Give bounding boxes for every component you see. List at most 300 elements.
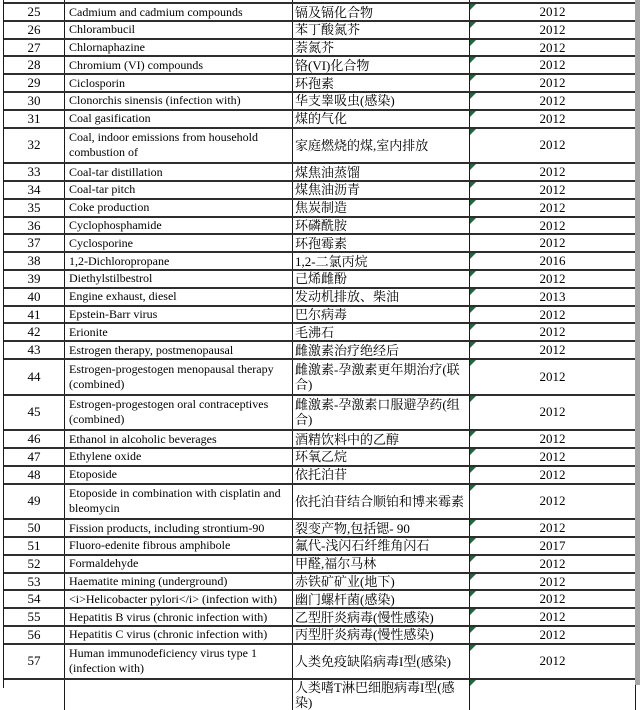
chinese-name-cell[interactable] [293, 40, 470, 56]
row-number: 49 [27, 493, 41, 509]
year-cell[interactable] [470, 289, 636, 305]
row-number-cell[interactable] [4, 129, 65, 163]
year-cell[interactable] [470, 556, 636, 572]
chinese-name-cell[interactable] [293, 111, 470, 127]
year-value: 2012 [539, 609, 566, 625]
chinese-name-cell[interactable] [293, 342, 470, 358]
chinese-name: 依托泊苷 [295, 467, 348, 483]
english-name: Hepatitis B virus (chronic infection with) [69, 609, 268, 624]
chinese-name-cell[interactable] [293, 182, 470, 198]
error-indicator-icon [470, 164, 476, 170]
row-number: 42 [27, 324, 41, 340]
right-edge-strip [635, 0, 640, 685]
error-indicator-icon [470, 129, 476, 135]
english-name: Coal gasification [69, 111, 151, 126]
chinese-name-cell[interactable] [293, 520, 470, 536]
chinese-name-cell[interactable] [293, 75, 470, 91]
chinese-name-cell[interactable] [293, 467, 470, 483]
chinese-name-cell[interactable] [293, 307, 470, 323]
row-number-cell[interactable] [4, 431, 65, 447]
year-cell[interactable] [470, 182, 636, 198]
row-number: 27 [27, 39, 41, 55]
year-cell[interactable] [470, 645, 636, 679]
error-indicator-icon [470, 680, 476, 686]
row-number-cell[interactable] [4, 40, 65, 56]
table-row [4, 75, 636, 93]
chinese-name-cell[interactable] [293, 4, 470, 20]
error-indicator-icon [470, 75, 476, 81]
year-cell[interactable] [470, 360, 636, 394]
row-number: 36 [27, 217, 41, 233]
chinese-name-cell[interactable] [293, 57, 470, 73]
chinese-name-cell[interactable] [293, 218, 470, 234]
chinese-name: 依托泊苷结合顺铂和博来霉素 [295, 493, 465, 509]
row-number-cell[interactable] [4, 235, 65, 251]
chinese-name-cell[interactable] [293, 93, 470, 109]
table-row [4, 253, 636, 271]
year-value: 2012 [539, 626, 566, 642]
year-cell[interactable] [470, 680, 636, 710]
year-value: 2012 [539, 466, 566, 482]
table-row [4, 111, 636, 129]
table-row [4, 342, 636, 360]
error-indicator-icon [470, 253, 476, 259]
chinese-name: 裂变产物,包括锶- 90 [295, 520, 410, 536]
year-cell[interactable] [470, 271, 636, 287]
year-cell[interactable] [470, 520, 636, 536]
chinese-name: 酒精饮料中的乙醇 [295, 431, 400, 447]
year-value: 2012 [539, 520, 566, 536]
year-value: 2012 [539, 653, 566, 669]
error-indicator-icon [470, 609, 476, 615]
english-name: Cyclosporine [69, 235, 133, 250]
error-indicator-icon [470, 485, 476, 491]
english-name-cell[interactable] [65, 111, 293, 127]
row-number: 45 [27, 404, 41, 420]
table-row [4, 645, 636, 681]
row-number: 25 [27, 4, 41, 19]
english-name-cell[interactable] [65, 627, 293, 643]
chinese-name-cell[interactable] [293, 431, 470, 447]
table-row [4, 164, 636, 182]
row-number-cell[interactable] [4, 307, 65, 323]
error-indicator-icon [470, 556, 476, 562]
english-name-cell[interactable] [65, 360, 293, 394]
row-number-cell[interactable] [4, 591, 65, 607]
year-value: 2012 [539, 4, 566, 19]
error-indicator-icon [470, 93, 476, 99]
english-name-cell[interactable] [65, 4, 293, 20]
table-row [4, 467, 636, 485]
chinese-name-cell[interactable] [293, 22, 470, 38]
table-row [4, 22, 636, 40]
chinese-name-cell[interactable] [293, 627, 470, 643]
row-number: 39 [27, 270, 41, 286]
chinese-name: 环磷酰胺 [295, 218, 348, 234]
chinese-name: 人类免疫缺陷病毒I型(感染) [295, 653, 451, 669]
english-name-cell[interactable] [65, 253, 293, 269]
english-name-cell[interactable] [65, 609, 293, 625]
year-cell[interactable] [470, 253, 636, 269]
english-name-cell[interactable] [65, 129, 293, 163]
english-name-cell[interactable] [65, 289, 293, 305]
row-number-cell[interactable] [4, 22, 65, 38]
year-cell[interactable] [470, 4, 636, 20]
table-row [4, 271, 636, 289]
table-row [4, 129, 636, 165]
row-number-cell[interactable] [4, 680, 65, 710]
row-number: 44 [27, 368, 41, 384]
chinese-name: 焦炭制造 [295, 200, 348, 216]
english-name: Engine exhaust, diesel [69, 289, 177, 304]
english-name-cell[interactable] [65, 520, 293, 536]
year-cell[interactable] [470, 57, 636, 73]
row-number-cell[interactable] [4, 4, 65, 20]
year-cell[interactable] [470, 75, 636, 91]
error-indicator-icon [470, 182, 476, 188]
error-indicator-icon [470, 57, 476, 63]
row-number-cell[interactable] [4, 289, 65, 305]
row-number-cell[interactable] [4, 75, 65, 91]
english-name-cell[interactable] [65, 324, 293, 340]
error-indicator-icon [470, 520, 476, 526]
year-cell[interactable] [470, 342, 636, 358]
english-name-cell[interactable] [65, 680, 293, 710]
english-name: 1,2-Dichloropropane [69, 253, 170, 268]
error-indicator-icon [470, 467, 476, 473]
row-number: 37 [27, 235, 41, 251]
carcinogen-table [3, 0, 636, 710]
chinese-name-cell[interactable] [293, 485, 470, 519]
row-number-cell[interactable] [4, 449, 65, 465]
year-value: 2012 [539, 110, 566, 126]
english-name-cell[interactable] [65, 200, 293, 216]
chinese-name: 环孢素 [295, 75, 335, 91]
year-value: 2012 [539, 431, 566, 447]
year-cell[interactable] [470, 22, 636, 38]
row-number-cell[interactable] [4, 645, 65, 679]
year-value: 2012 [539, 270, 566, 286]
error-indicator-icon [470, 4, 476, 10]
row-number: 28 [27, 57, 41, 73]
english-name-cell[interactable] [65, 574, 293, 590]
english-name: Cyclophosphamide [69, 218, 162, 233]
year-cell[interactable] [470, 627, 636, 643]
row-number-cell[interactable] [4, 218, 65, 234]
row-number-cell[interactable] [4, 342, 65, 358]
chinese-name: 雌激素-孕激素更年期治疗(联合) [295, 361, 460, 392]
row-number: 30 [27, 92, 41, 108]
chinese-name: 丙型肝炎病毒(慢性感染) [295, 627, 434, 643]
year-cell[interactable] [470, 164, 636, 180]
english-name: Estrogen therapy, postmenopausal [69, 342, 234, 357]
chinese-name-cell[interactable] [293, 0, 470, 2]
row-number: 29 [27, 75, 41, 91]
english-name-cell[interactable] [65, 538, 293, 554]
row-number: 46 [27, 431, 41, 447]
chinese-name-cell[interactable] [293, 164, 470, 180]
table-row [4, 307, 636, 325]
row-number: 52 [27, 555, 41, 571]
english-name-cell[interactable] [65, 40, 293, 56]
year-value: 2012 [539, 21, 566, 37]
year-value: 2012 [539, 404, 566, 420]
english-name: Ciclosporin [69, 75, 125, 90]
year-value: 2012 [539, 137, 566, 153]
row-number: 35 [27, 199, 41, 215]
error-indicator-icon [470, 40, 476, 46]
year-value: 2017 [539, 537, 566, 553]
english-name: Fluoro-edenite fibrous amphibole [69, 538, 231, 553]
year-cell[interactable] [470, 574, 636, 590]
partial-bottom-row [4, 680, 636, 710]
chinese-name-cell[interactable] [293, 591, 470, 607]
row-number-cell[interactable] [4, 609, 65, 625]
table-rows [4, 4, 636, 680]
row-number-cell[interactable] [4, 182, 65, 198]
chinese-name: 甲醛,福尔马林 [295, 556, 377, 572]
row-number: 55 [27, 609, 41, 625]
error-indicator-icon [470, 360, 476, 366]
table-row [4, 431, 636, 449]
row-number-cell[interactable] [4, 164, 65, 180]
table-row [4, 289, 636, 307]
english-name-cell[interactable] [65, 218, 293, 234]
error-indicator-icon [470, 449, 476, 455]
year-cell[interactable] [470, 467, 636, 483]
english-name-cell[interactable] [65, 57, 293, 73]
error-indicator-icon [470, 307, 476, 313]
english-name: Clonorchis sinensis (infection with) [69, 93, 241, 108]
year-cell[interactable] [470, 485, 636, 519]
row-number-cell[interactable] [4, 467, 65, 483]
english-name: Haematite mining (underground) [69, 574, 228, 588]
year-cell[interactable] [470, 324, 636, 340]
chinese-name-cell[interactable] [293, 449, 470, 465]
chinese-name-cell[interactable] [293, 200, 470, 216]
error-indicator-icon [470, 324, 476, 330]
year-cell[interactable] [470, 396, 636, 430]
chinese-name: 幽门螺杆菌(感染) [295, 591, 395, 607]
english-name-cell[interactable] [65, 0, 293, 2]
english-name: Diethylstilbestrol [69, 271, 153, 286]
year-cell[interactable] [470, 200, 636, 216]
row-number: 47 [27, 448, 41, 464]
english-name: Hepatitis C virus (chronic infection with) [69, 627, 268, 642]
row-number-cell[interactable] [4, 324, 65, 340]
english-name-cell[interactable] [65, 307, 293, 323]
chinese-name-cell[interactable] [293, 271, 470, 287]
chinese-name-cell[interactable] [293, 235, 470, 251]
english-name-cell[interactable] [65, 22, 293, 38]
row-number-cell[interactable] [4, 271, 65, 287]
chinese-name-cell[interactable] [293, 574, 470, 590]
english-name-cell[interactable] [65, 93, 293, 109]
year-cell[interactable] [470, 218, 636, 234]
year-cell[interactable] [470, 431, 636, 447]
english-name-cell[interactable] [65, 396, 293, 430]
chinese-name: 环孢霉素 [295, 235, 348, 251]
year-value: 2012 [539, 591, 566, 607]
chinese-name: 毛沸石 [295, 324, 335, 340]
row-number-cell[interactable] [4, 574, 65, 590]
english-name: Ethanol in alcoholic beverages [69, 431, 217, 446]
year-value: 2012 [539, 324, 566, 340]
chinese-name: 雌激素治疗绝经后 [295, 342, 400, 358]
row-number-cell[interactable] [4, 556, 65, 572]
english-name: <i>Helicobacter pylori</i> (infection with) [69, 591, 278, 606]
year-cell[interactable] [470, 538, 636, 554]
english-name: Coal-tar pitch [69, 182, 136, 197]
chinese-name-cell[interactable] [293, 538, 470, 554]
table-row [4, 520, 636, 538]
english-name-cell[interactable] [65, 271, 293, 287]
row-number-cell[interactable] [4, 538, 65, 554]
chinese-name: 己烯雌酚 [295, 271, 348, 287]
error-indicator-icon [470, 591, 476, 597]
row-number: 56 [27, 626, 41, 642]
chinese-name: 巴尔病毒 [295, 307, 348, 323]
english-name-cell[interactable] [65, 182, 293, 198]
english-name: Epstein-Barr virus [69, 307, 158, 322]
english-name-cell[interactable] [65, 164, 293, 180]
chinese-name: 铬(VI)化合物 [295, 57, 370, 73]
english-name-cell[interactable] [65, 591, 293, 607]
row-number-cell[interactable] [4, 360, 65, 394]
year-cell[interactable] [470, 129, 636, 163]
row-number-cell[interactable] [4, 0, 65, 2]
year-cell[interactable] [470, 235, 636, 251]
year-value: 2012 [539, 75, 566, 91]
row-number: 40 [27, 288, 41, 304]
row-number-cell[interactable] [4, 627, 65, 643]
error-indicator-icon [470, 200, 476, 206]
year-value: 2012 [539, 39, 566, 55]
row-number-cell[interactable] [4, 396, 65, 430]
error-indicator-icon [470, 111, 476, 117]
english-name: Etoposide [69, 467, 117, 482]
row-number-cell[interactable] [4, 93, 65, 109]
chinese-name: 人类嗜T淋巴细胞病毒I型(感染) [295, 680, 455, 710]
row-number: 41 [27, 306, 41, 322]
year-value: 2012 [539, 199, 566, 215]
english-name-cell[interactable] [65, 449, 293, 465]
english-name-cell[interactable] [65, 485, 293, 519]
year-value: 2016 [539, 253, 566, 269]
english-name-cell[interactable] [65, 645, 293, 679]
chinese-name-cell[interactable] [293, 360, 470, 394]
english-name: Human immunodeficiency virus type 1 (infection with) [69, 646, 257, 676]
row-number-cell[interactable] [4, 111, 65, 127]
row-number: 26 [27, 21, 41, 37]
year-value: 2012 [539, 342, 566, 358]
table-row [4, 538, 636, 556]
chinese-name-cell[interactable] [293, 556, 470, 572]
row-number: 38 [27, 253, 41, 269]
english-name-cell[interactable] [65, 431, 293, 447]
chinese-name-cell[interactable] [293, 396, 470, 430]
error-indicator-icon [470, 574, 476, 580]
chinese-name-cell[interactable] [293, 324, 470, 340]
chinese-name-cell[interactable] [293, 289, 470, 305]
english-name-cell[interactable] [65, 556, 293, 572]
row-number: 32 [27, 137, 41, 153]
row-number: 43 [27, 342, 41, 358]
english-name: Cadmium and cadmium compounds [69, 4, 243, 19]
year-cell[interactable] [470, 609, 636, 625]
chinese-name-cell[interactable] [293, 253, 470, 269]
error-indicator-icon [470, 271, 476, 277]
row-number-cell[interactable] [4, 57, 65, 73]
year-value: 2012 [539, 368, 566, 384]
chinese-name: 氟代-浅闪石纤维角闪石 [295, 538, 430, 554]
row-number-cell[interactable] [4, 485, 65, 519]
row-number: 51 [27, 537, 41, 553]
english-name: Coal, indoor emissions from household combustion of [69, 130, 258, 160]
english-name-cell[interactable] [65, 342, 293, 358]
english-name: Formaldehyde [69, 556, 139, 571]
year-cell[interactable] [470, 307, 636, 323]
year-value: 2012 [539, 448, 566, 464]
chinese-name: 赤铁矿矿业(地下) [295, 574, 395, 589]
english-name: Chlornaphazine [69, 40, 145, 55]
english-name: Chromium (VI) compounds [69, 57, 203, 72]
row-number-cell[interactable] [4, 520, 65, 536]
english-name-cell[interactable] [65, 75, 293, 91]
year-value: 2013 [539, 288, 566, 304]
chinese-name: 镉及镉化合物 [295, 4, 374, 20]
chinese-name: 1,2-二氯丙烷 [295, 253, 368, 269]
year-cell[interactable] [470, 111, 636, 127]
year-value: 2012 [539, 164, 566, 180]
chinese-name: 家庭燃烧的煤,室内排放 [295, 137, 429, 153]
chinese-name-cell[interactable] [293, 680, 470, 710]
chinese-name-cell[interactable] [293, 609, 470, 625]
year-cell[interactable] [470, 0, 636, 2]
error-indicator-icon [470, 396, 476, 402]
english-name-cell[interactable] [65, 235, 293, 251]
row-number: 50 [27, 520, 41, 536]
error-indicator-icon [470, 218, 476, 224]
table-row [4, 4, 636, 22]
year-cell[interactable] [470, 40, 636, 56]
chinese-name-cell[interactable] [293, 129, 470, 163]
english-name-cell[interactable] [65, 467, 293, 483]
table-row [4, 57, 636, 75]
year-cell[interactable] [470, 93, 636, 109]
year-value: 2012 [539, 217, 566, 233]
table-row [4, 449, 636, 467]
row-number-cell[interactable] [4, 200, 65, 216]
chinese-name: 雌激素-孕激素口服避孕药(组合) [295, 397, 460, 428]
english-name: Ethylene oxide [69, 449, 142, 464]
table-row [4, 235, 636, 253]
table-row [4, 627, 636, 645]
english-name: Coal-tar distillation [69, 164, 163, 179]
table-row [4, 556, 636, 574]
table-row [4, 574, 636, 592]
table-row [4, 218, 636, 236]
row-number: 53 [27, 573, 41, 589]
year-cell[interactable] [470, 449, 636, 465]
year-cell[interactable] [470, 591, 636, 607]
chinese-name-cell[interactable] [293, 645, 470, 679]
table-row [4, 93, 636, 111]
chinese-name: 环氧乙烷 [295, 449, 348, 465]
chinese-name: 苯丁酸氮芥 [295, 22, 361, 38]
row-number-cell[interactable] [4, 253, 65, 269]
table-row [4, 324, 636, 342]
